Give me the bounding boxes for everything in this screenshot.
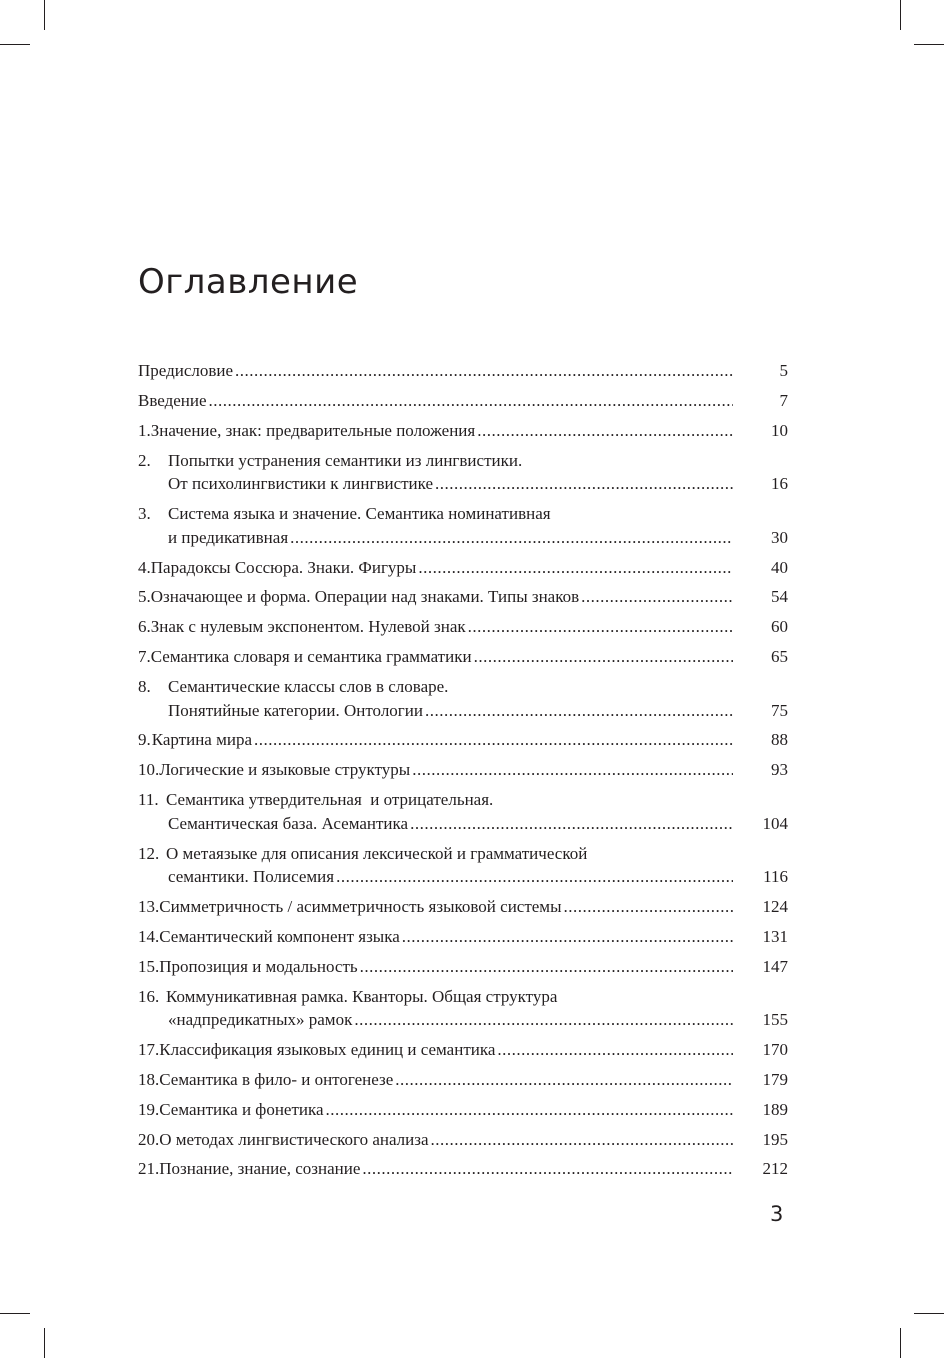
toc-entry-chapter-21[interactable] bbox=[138, 1154, 788, 1184]
toc-entry-label: От психолингвистики к лингвистике bbox=[168, 474, 434, 494]
toc-entry-label: Семантическая база. Асемантика bbox=[168, 813, 409, 833]
toc-entry-page: 170 bbox=[762, 1039, 788, 1059]
toc-entry-page: 131 bbox=[762, 926, 788, 946]
toc-entry-page: 124 bbox=[762, 896, 788, 916]
dot-leader bbox=[431, 1128, 733, 1152]
crop-mark-top-left-h bbox=[0, 44, 30, 45]
toc-entry-chapter-15[interactable] bbox=[138, 952, 788, 982]
toc-entry-page: 88 bbox=[771, 730, 788, 750]
toc-entry-label: Семантика в фило- и онтогенезе bbox=[159, 1069, 394, 1089]
toc-entry-preface[interactable] bbox=[138, 356, 788, 386]
toc-entry-number: 15. bbox=[138, 956, 160, 976]
toc-entry-number: 9. bbox=[138, 730, 151, 750]
dot-leader bbox=[235, 359, 733, 383]
toc-entry-number: 13. bbox=[138, 896, 160, 916]
dot-leader bbox=[474, 645, 733, 669]
toc-entry-page: 10 bbox=[771, 420, 788, 440]
toc-entry-chapter-18[interactable] bbox=[138, 1065, 788, 1095]
toc-entry-number: 6. bbox=[138, 617, 151, 637]
crop-mark-bottom-left bbox=[44, 1328, 45, 1358]
crop-mark-top-right bbox=[900, 0, 901, 30]
dot-leader bbox=[468, 615, 733, 639]
toc-entry-label: семантики. Полисемия bbox=[168, 867, 335, 887]
toc-entry-chapter-10[interactable] bbox=[138, 755, 788, 785]
toc-entry-page: 116 bbox=[763, 867, 788, 887]
dot-leader bbox=[564, 895, 734, 919]
toc-entry-number: 18. bbox=[138, 1069, 160, 1089]
toc-entry-page: 147 bbox=[762, 956, 788, 976]
dot-leader bbox=[425, 699, 733, 723]
toc-entry-page: 179 bbox=[762, 1069, 788, 1089]
dot-leader bbox=[395, 1068, 733, 1092]
toc-entry-label: Семантика утвердительная и отрицательная. bbox=[166, 790, 494, 810]
toc-entry-label: Предисловие bbox=[138, 361, 234, 381]
toc-entry-page: 93 bbox=[771, 760, 788, 780]
dot-leader bbox=[581, 585, 733, 609]
toc-entry-label: и предикативная bbox=[168, 527, 289, 547]
toc-entry-label: Познание, знание, сознание bbox=[159, 1159, 361, 1179]
toc-entry-chapter-19[interactable] bbox=[138, 1095, 788, 1125]
toc-entry-number: 14. bbox=[138, 926, 160, 946]
toc-entry-page: 40 bbox=[771, 557, 788, 577]
toc-entry-chapter-12[interactable] bbox=[138, 838, 788, 891]
toc-entry-chapter-4[interactable] bbox=[138, 552, 788, 582]
toc-entry-page: 65 bbox=[771, 647, 788, 667]
toc-entry-chapter-6[interactable] bbox=[138, 612, 788, 642]
toc-entry-label: Парадоксы Соссюра. Знаки. Фигуры bbox=[150, 557, 417, 577]
toc-entry-label: Картина мира bbox=[151, 730, 253, 750]
toc-entry-number: 17. bbox=[138, 1039, 160, 1059]
toc-entry-number: 7. bbox=[138, 647, 151, 667]
dot-leader bbox=[290, 526, 733, 550]
toc-entry-chapter-14[interactable] bbox=[138, 922, 788, 952]
toc-entry-page: 5 bbox=[779, 361, 788, 381]
toc-entry-number: 5. bbox=[138, 587, 151, 607]
toc-entry-number: 2. bbox=[138, 450, 151, 470]
dot-leader bbox=[336, 865, 733, 889]
toc-entry-label: Означающее и форма. Операции над знаками. Типы знаков bbox=[150, 587, 580, 607]
toc-entry-number: 11. bbox=[138, 790, 159, 810]
toc-entry-page: 104 bbox=[762, 813, 788, 833]
toc-entry-label: Логические и языковые структуры bbox=[159, 760, 411, 780]
toc-entry-label: О метаязыке для описания лексической и грамматической bbox=[166, 843, 588, 863]
dot-leader bbox=[412, 758, 733, 782]
dot-leader bbox=[362, 1157, 733, 1181]
toc-entry-number: 21. bbox=[138, 1159, 160, 1179]
crop-mark-bottom-right-h bbox=[914, 1313, 944, 1314]
toc-entry-page: 212 bbox=[762, 1159, 788, 1179]
toc-entry-number: 10. bbox=[138, 760, 160, 780]
toc-entry-chapter-17[interactable] bbox=[138, 1035, 788, 1065]
toc-entry-label: Семантика словаря и семантика грамматики bbox=[150, 647, 472, 667]
toc-entry-chapter-5[interactable] bbox=[138, 582, 788, 612]
toc-entry-chapter-7[interactable] bbox=[138, 642, 788, 672]
toc-entry-number: 20. bbox=[138, 1129, 160, 1149]
toc-entry-label: Семантические классы слов в словаре. bbox=[168, 677, 449, 697]
toc-entry-page: 75 bbox=[771, 700, 788, 720]
toc-entry-label: Симметричность / асимметричность языковой системы bbox=[159, 896, 562, 916]
toc-entry-page: 189 bbox=[762, 1099, 788, 1119]
toc-entry-label: Семантический компонент языка bbox=[159, 926, 400, 946]
dot-leader bbox=[410, 812, 733, 836]
toc-entry-label: Коммуникативная рамка. Кванторы. Общая структура bbox=[166, 986, 558, 1006]
crop-mark-top-right-h bbox=[914, 44, 944, 45]
toc-entry-number: 12. bbox=[138, 843, 160, 863]
dot-leader bbox=[497, 1038, 733, 1062]
toc-entry-label: Семантика и фонетика bbox=[159, 1099, 324, 1119]
toc-entry-page: 16 bbox=[771, 474, 788, 494]
crop-mark-top-left bbox=[44, 0, 45, 30]
crop-mark-bottom-left-h bbox=[0, 1313, 30, 1314]
toc-entry-number: 3. bbox=[138, 504, 151, 524]
toc-entry-number: 19. bbox=[138, 1099, 160, 1119]
toc-entry-number: 16. bbox=[138, 986, 160, 1006]
toc-entry-chapter-20[interactable] bbox=[138, 1124, 788, 1154]
toc-entry-label: Значение, знак: предварительные положения bbox=[150, 420, 476, 440]
toc-entry-page: 54 bbox=[771, 587, 788, 607]
toc-entry-label: Введение bbox=[138, 391, 207, 411]
toc-entry-chapter-11[interactable] bbox=[138, 785, 788, 838]
dot-leader bbox=[418, 556, 733, 580]
toc-entry-page: 195 bbox=[762, 1129, 788, 1149]
dot-leader bbox=[326, 1098, 733, 1122]
toc-entry-page: 7 bbox=[779, 391, 788, 411]
toc-entry-page: 60 bbox=[771, 617, 788, 637]
toc-entry-label: Попытки устранения семантики из лингвистики. bbox=[168, 450, 523, 470]
toc-entry-chapter-9[interactable] bbox=[138, 725, 788, 755]
toc-entry-label: Пропозиция и модальность bbox=[159, 956, 358, 976]
page-title: Оглавление bbox=[138, 262, 359, 302]
table-of-contents bbox=[138, 356, 788, 1184]
toc-entry-introduction[interactable] bbox=[138, 386, 788, 416]
toc-entry-label: Классификация языковых единиц и семантика bbox=[159, 1039, 496, 1059]
page-number: 3 bbox=[770, 1202, 784, 1226]
toc-entry-label: Система языка и значение. Семантика номинативная bbox=[168, 504, 551, 524]
toc-entry-number: 4. bbox=[138, 557, 151, 577]
dot-leader bbox=[209, 389, 733, 413]
toc-entry-chapter-3[interactable] bbox=[138, 499, 788, 552]
toc-entry-chapter-1[interactable] bbox=[138, 416, 788, 446]
toc-entry-label: Понятийные категории. Онтологии bbox=[168, 700, 423, 720]
toc-entry-number: 8. bbox=[138, 677, 151, 697]
dot-leader bbox=[360, 955, 733, 979]
toc-entry-page: 155 bbox=[762, 1010, 788, 1030]
toc-entry-chapter-13[interactable] bbox=[138, 892, 788, 922]
crop-mark-bottom-right bbox=[900, 1328, 901, 1358]
dot-leader bbox=[402, 925, 733, 949]
toc-entry-page: 30 bbox=[771, 527, 788, 547]
toc-entry-chapter-8[interactable] bbox=[138, 672, 788, 725]
toc-entry-label: О методах лингвистического анализа bbox=[159, 1129, 429, 1149]
dot-leader bbox=[354, 1008, 733, 1032]
toc-entry-number: 1. bbox=[138, 420, 151, 440]
toc-entry-chapter-2[interactable] bbox=[138, 446, 788, 499]
toc-entry-label: «надпредикатных» рамок bbox=[168, 1010, 353, 1030]
dot-leader bbox=[435, 472, 733, 496]
toc-entry-chapter-16[interactable] bbox=[138, 981, 788, 1034]
toc-entry-label: Знак с нулевым экспонентом. Нулевой знак bbox=[150, 617, 466, 637]
dot-leader bbox=[254, 728, 733, 752]
dot-leader bbox=[477, 419, 733, 443]
